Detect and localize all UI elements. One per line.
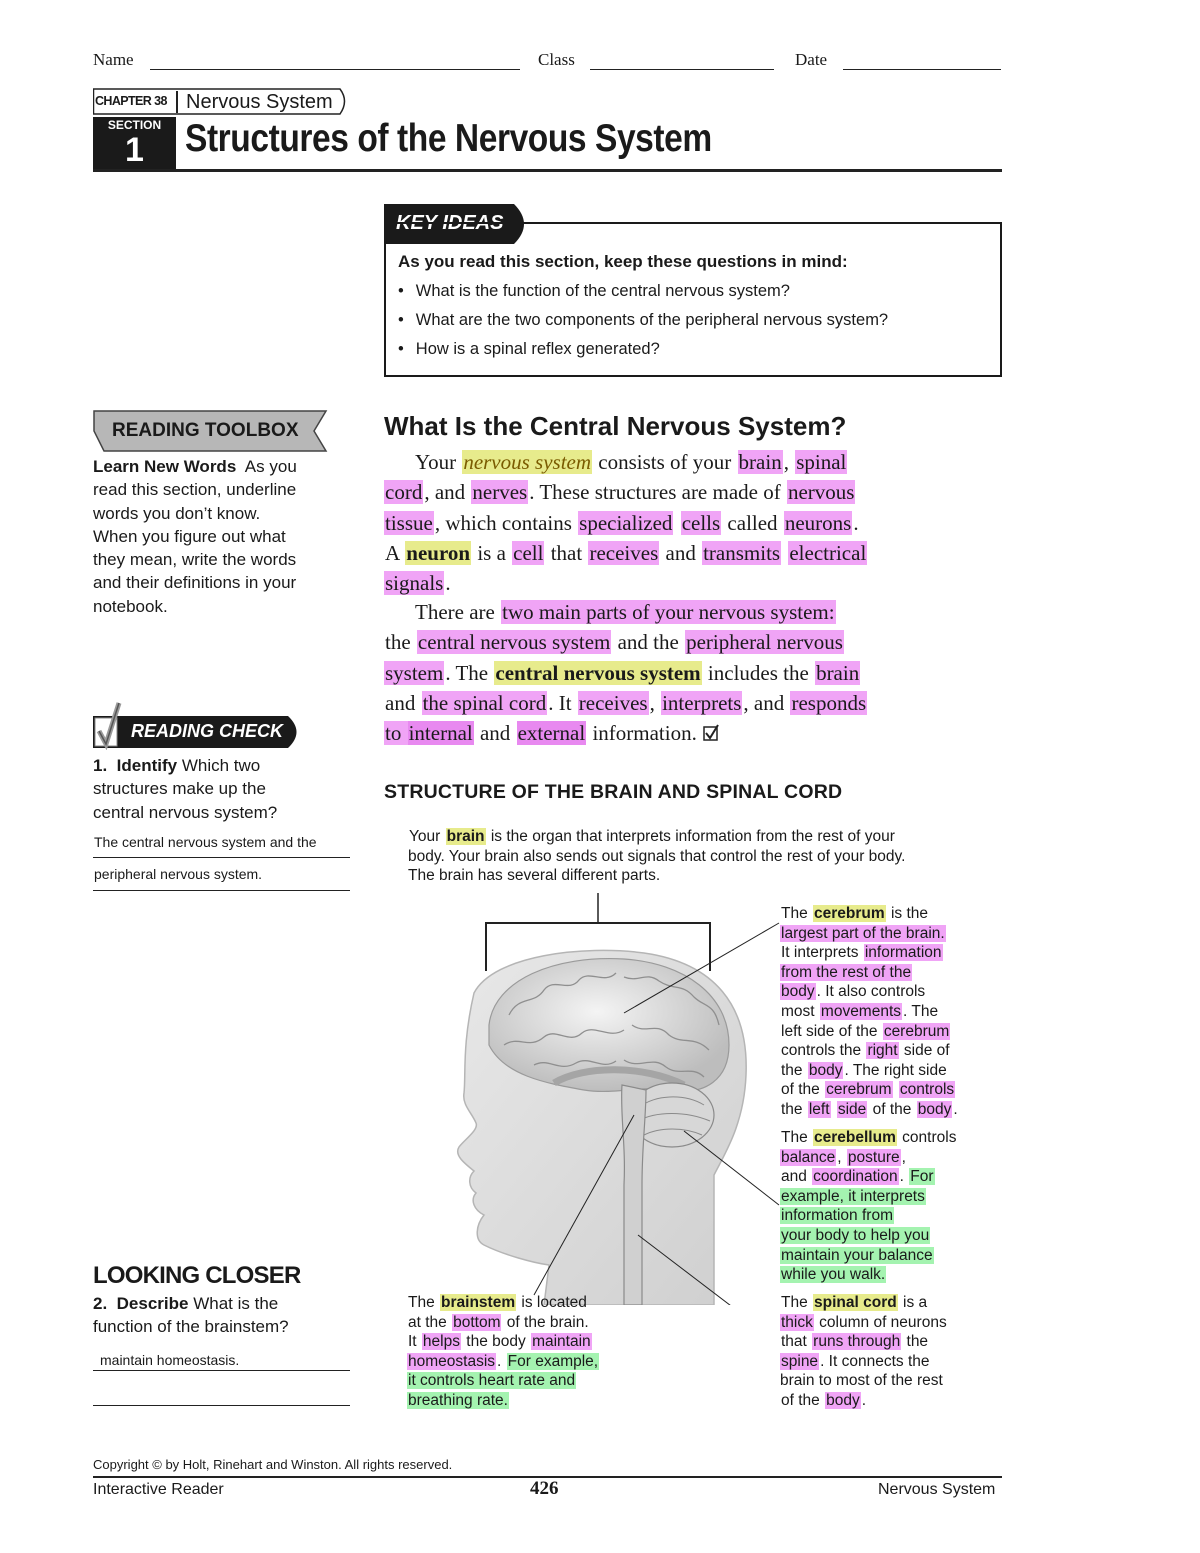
subheading: STRUCTURE OF THE BRAIN AND SPINAL CORD <box>384 781 843 803</box>
check-answer-2[interactable]: peripheral nervous system. <box>94 866 263 882</box>
key-idea-item: • What are the two components of the peripheral nervous system? <box>398 311 889 329</box>
section-box <box>93 117 176 172</box>
page-title: Structures of the Nervous System <box>185 117 712 160</box>
footer-right: Nervous System <box>878 1481 996 1498</box>
toolbox-text: Learn New Words As you read this section, underline words you don’t know. When you figure out what they mean, write the words and their definitions in your notebook. <box>93 457 297 616</box>
class-label: Class <box>538 50 575 69</box>
cerebellum-label: The cerebellum controls balance , posture , and coordination . For example, it interprets information from your body to help you maintain your balance while you walk. <box>781 1129 957 1284</box>
title-rule <box>93 169 1002 172</box>
brain-illustration <box>384 885 784 1305</box>
paragraph-2: There are two main parts of your nervous system: the central nervous system and the peripheral nervous system. The central nervous system includes the brain and the spinal cord. It receives, interprets, and responds to internal and external information. <box>384 597 999 750</box>
cerebrum-label: The cerebrum is the largest part of the brain. It interprets information from the rest of the body . It also controls most movements . The left side of the cerebrum controls the right side of the body . The right side of the cerebrum controls the left side of the body . <box>781 905 958 1118</box>
looking-closer-title: LOOKING CLOSER <box>93 1262 301 1289</box>
class-field[interactable] <box>590 69 774 70</box>
key-ideas-box <box>384 222 1002 377</box>
copyright: Copyright © by Holt, Rinehart and Winston. All rights reserved. <box>93 1457 453 1472</box>
brain-caption: Your brain is the organ that interprets information from the rest of your body. Your brain also sends out signals that control the rest of your body. The brain has several different parts. <box>408 828 906 885</box>
name-field[interactable] <box>150 69 520 70</box>
reading-check-label: READING CHECK <box>131 721 284 741</box>
key-ideas-intro: As you read this section, keep these questions in mind: <box>398 252 848 271</box>
chapter-label: CHAPTER 38 <box>95 94 167 108</box>
key-idea-item: • What is the function of the central nervous system? <box>398 282 790 300</box>
name-label: Name <box>93 50 134 69</box>
key-ideas-label: KEY IDEAS <box>396 212 504 234</box>
brainstem-label: The brainstem is located at the bottom of the brain. It helps the body maintain homeostasis . For example, it controls heart rate and breathing rate. <box>408 1294 599 1409</box>
check-answer-1[interactable]: The central nervous system and the <box>94 834 317 850</box>
closer-answer[interactable]: maintain homeostasis. <box>100 1352 240 1368</box>
brainstem-shape <box>622 1085 646 1305</box>
date-label: Date <box>795 50 828 69</box>
reading-check-mark-icon <box>703 720 721 750</box>
section-label: SECTION <box>107 118 162 132</box>
reading-toolbox-label: READING TOOLBOX <box>112 420 299 441</box>
reading-toolbox-tab <box>92 410 328 452</box>
footer-left: Interactive Reader <box>93 1481 224 1498</box>
page-number: 426 <box>530 1478 559 1499</box>
section-heading: What Is the Central Nervous System? <box>384 411 847 441</box>
paragraph-1: Your nervous system consists of your brain, spinal cord, and nerves. These structures are made of nervous tissue, which contains specialized cells called neurons. A neuron is a cell that receives and transmits electrical signals. <box>385 450 867 596</box>
reading-check-question: 1. Identify Which two structures make up the central nervous system? <box>93 756 278 822</box>
looking-closer-question: 2. Describe What is the function of the brainstem? <box>93 1294 289 1337</box>
reading-check-tab <box>93 701 308 750</box>
chapter-subject: Nervous System <box>186 91 333 113</box>
spinal-cord-label: The spinal cord is a thick column of neurons that runs through the spine . It connects the brain to most of the rest of the body . <box>780 1294 947 1409</box>
date-field[interactable] <box>843 69 1001 70</box>
section-number: 1 <box>125 131 144 169</box>
key-idea-item: • How is a spinal reflex generated? <box>398 340 660 358</box>
chapter-banner <box>93 86 350 117</box>
